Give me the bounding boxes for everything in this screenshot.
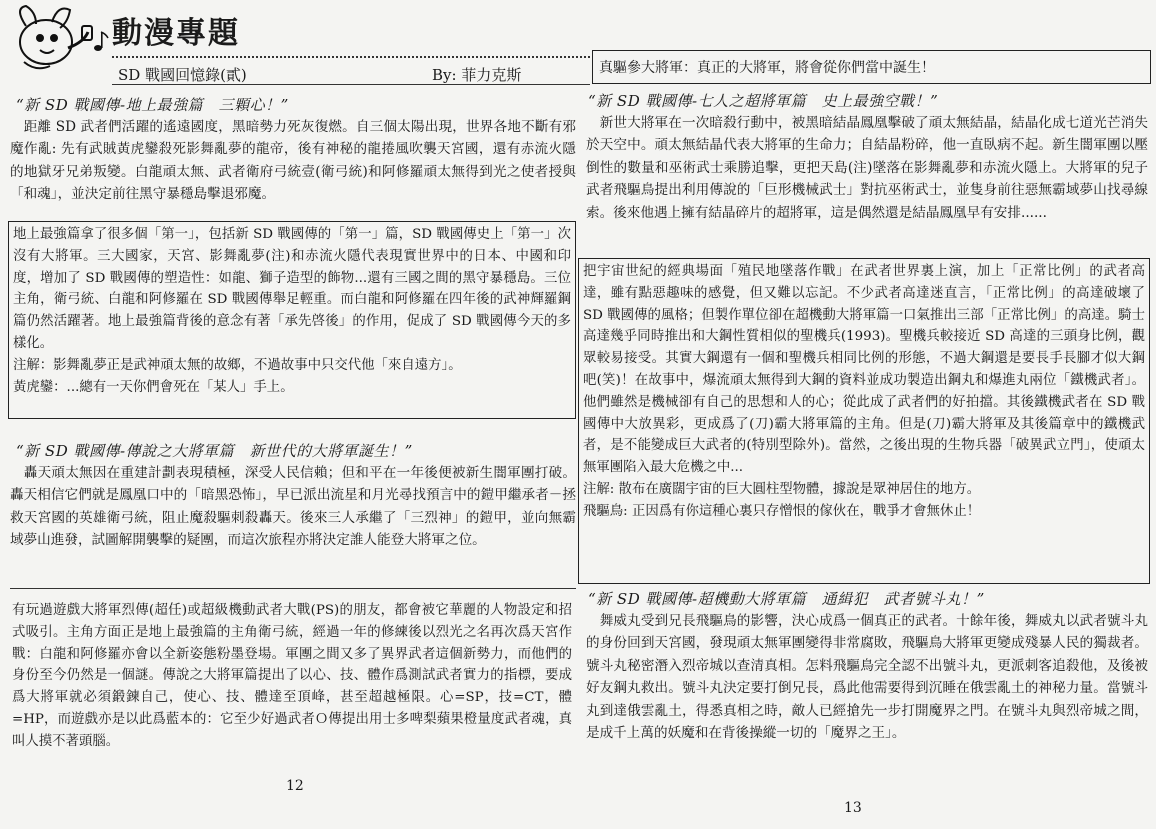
banner-box bbox=[592, 50, 1151, 84]
commentary-text: 把宇宙世紀的經典場面「殖民地墜落作戰」在武者世界裏上演，加上「正常比例」的武者高達，雖有點惡趣味的感覺，但又難以忘記。不少武者高達迷直言，「正常比例」的高達破壞了 SD 戰國傳的風格；但製作單位卻在超機動大將軍篇一口氣推出三部「正常比例」的高達。騎士高達幾乎同時推出和大鋼性質相似的聖機兵(1993)。聖機兵較接近 SD 高達的三頭身比例，觀眾較易接受。其實大鋼還有一個和聖機兵相同比例的形態，不過大鋼還是要長手長腳才似大鋼吧(笑)！在故事中，爆流頑太無得到大鋼的資料並成功製造出鋼丸和爆進丸兩位「鐵機武者」。他們雖然是機械卻有自己的思想和人的心；從此成了武者們的好拍擋。其後鐵機武者在 SD 戰國傳中大放異彩，更成爲了(刀)霸大將軍篇的主角。但是(刀)霸大將軍及其後篇章中的鐵機武者，是不能變成巨大武者的(特別型除外)。當然，之後出現的生物兵器「破異武立門」，使頑太無軍團陷入最大危機之中... bbox=[583, 264, 1145, 476]
article-paragraph bbox=[586, 610, 1148, 744]
header-underline bbox=[112, 84, 590, 85]
section-heading: “新 SD 戰國傳-七人之超將軍篇 史上最強空戰！” bbox=[588, 92, 939, 110]
commentary-box bbox=[578, 258, 1150, 584]
paragraph-text: 舞威丸受到兄長飛驅鳥的影響，決心成爲一個真正的武者。十餘年後，舞威丸以武者號斗丸的身份回到天宮國，發現頑太無軍團變得非常腐敗，飛驅鳥大將軍更變成殘暴人民的獨裁者。號斗丸秘密潛入烈帝城以查清真相。怎料飛驅鳥完全認不出號斗丸，更派刺客追殺他，及後被好友鋼丸救出。號斗丸決定要打倒兄長，爲此他需要得到沉睡在俄雲亂土的神秘力量。當號斗丸到達俄雲亂土，得悉真相之時，敵人已經搶先一步打開魔界之門。在號斗丸與烈帝城之間，是成千上萬的妖魔和在背後操縱一切的「魔界之王」。 bbox=[586, 613, 1148, 742]
section-divider bbox=[10, 588, 576, 589]
paragraph-text: 距離 SD 武者們活躍的遙遠國度，黑暗勢力死灰復燃。自三個太陽出現，世界各地不斷有邪魔作亂: 先有武賊黃虎鑾殺死影舞亂夢的龍帝，後有神秘的龍捲風吹襲天宮國，還有赤流火隱的地獄牙兄弟叛變。白龍頑太無、武者衛府弓統壹(衛弓統)和阿修羅頑太無得到光之使者授與「和魂」，並決定前往黑守暴穩島擊退邪魔。 bbox=[10, 119, 576, 203]
section-heading: “新 SD 戰國傳-地上最強篇 三顆心！” bbox=[16, 96, 289, 114]
article-paragraph bbox=[10, 116, 576, 206]
paragraph-text: 轟天頑太無因在重建計劃表現積極，深受人民信賴；但和平在一年後便被新生闇軍團打破。轟天相信它們就是鳳凰口中的「暗黑恐怖」，早已派出流星和月光尋找預言中的鎧甲繼承者－拯救天宮國的英雄衛弓統，阻止魔殺驅刺殺轟天。後來三人承繼了「三烈神」的鎧甲，並向無霸域夢山進發，試圖解開襲擊的疑團，而這次旅程亦將決定誰人能登大將軍之位。 bbox=[10, 465, 576, 549]
magazine-section-title: 動漫專題 bbox=[112, 16, 240, 51]
quote-line: 黃虎鑾：...總有一天你們會死在「某人」手上。 bbox=[13, 379, 294, 395]
quote-line: 飛驅鳥: 正因爲有你這種心裏只存憎恨的傢伙在，戰爭才會無休止！ bbox=[583, 503, 981, 519]
section-heading: “新 SD 戰國傳-傳說之大將軍篇 新世代的大將軍誕生！” bbox=[16, 442, 413, 460]
page-number: 13 bbox=[844, 800, 862, 816]
header-dotted-rule bbox=[112, 56, 590, 58]
paragraph-text: 新世大將軍在一次暗殺行動中，被黑暗結晶鳳凰擊破了頑太無結晶，結晶化成七道光芒消失於天空中。頑太無結晶代表大將軍的生命力；自結晶粉碎，他一直臥病不起。新生闇軍團以壓倒性的數量和巫術武士乘勝追擊，更把天島(注)墜落在影舞亂夢和赤流火隱上。大將軍的兒子武者飛驅鳥提出利用傳說的「巨形機械武士」對抗巫術武士，並隻身前往惡無霸域夢山找尋線索。後來他遇上擁有結晶碎片的超將軍，這是偶然還是結晶鳳凰早有安排...... bbox=[586, 115, 1148, 221]
commentary-block bbox=[8, 598, 576, 766]
page-number: 12 bbox=[286, 778, 304, 794]
footnote: 注解：影舞亂夢正是武神頑太無的故鄉，不過故事中只交代他「來自遠方」。 bbox=[13, 357, 462, 373]
section-heading: “新 SD 戰國傳-超機動大將軍篇 通緝犯 武者號斗丸！” bbox=[588, 590, 985, 608]
mascot-logo-icon bbox=[6, 2, 110, 74]
series-title: SD 戰國回憶錄(貳) bbox=[118, 66, 247, 84]
author-byline: By: 菲力克斯 bbox=[432, 66, 522, 84]
commentary-text: 地上最強篇拿了很多個「第一」，包括新 SD 戰國傳的「第一」篇，SD 戰國傳史上「第一」次沒有大將軍。三大國家，天宮、影舞亂夢(注)和赤流火隱代表現實世界中的日本、中國和印度，增加了 SD 戰國傳的塑造性：如龍、獅子造型的飾物...還有三國之間的黑守暴穩島。三位主角，衛弓統、白龍和阿修羅在 SD 戰國傳舉足輕重。而白龍和阿修羅在四年後的武神輝羅鋼篇仍然活躍著。地上最強篇背後的意念有著「承先啓後」的作用，促成了 SD 戰國傳今天的多樣化。 bbox=[13, 227, 571, 351]
article-paragraph bbox=[586, 112, 1148, 224]
footnote: 注解: 散布在廣闊宇宙的巨大圓柱型物體，據說是眾神居住的地方。 bbox=[583, 481, 981, 497]
banner-quote: 真驅參大將軍：真正的大將軍，將會從你們當中誕生！ bbox=[599, 60, 935, 76]
article-paragraph bbox=[10, 462, 576, 552]
commentary-text: 有玩過遊戲大將軍烈傳(超任)或超級機動武者大戰(PS)的朋友，都會被它華麗的人物設定和招式吸引。主角方面正是地上最強篇的主角衛弓統，經過一年的修練後以烈光之名再次爲天宮作戰：白龍和阿修羅亦會以全新姿態粉墨登場。軍團之間又多了異界武者這個新勢力，而他們的身份至今仍然是一個謎。傳說之大將軍篇提出了以心、技、體作爲測試武者實力的指標，要成爲大將軍就必須鍛鍊自己，使心、技、體達至頂峰，甚至超越極限。心=SP，技=CT，體=HP，而遊戲亦是以此爲藍本的：它至少好過武者Ｏ傳提出用士多啤梨蘋果橙量度武者魂，真叫人摸不著頭腦。 bbox=[12, 603, 572, 749]
commentary-box bbox=[8, 221, 576, 419]
